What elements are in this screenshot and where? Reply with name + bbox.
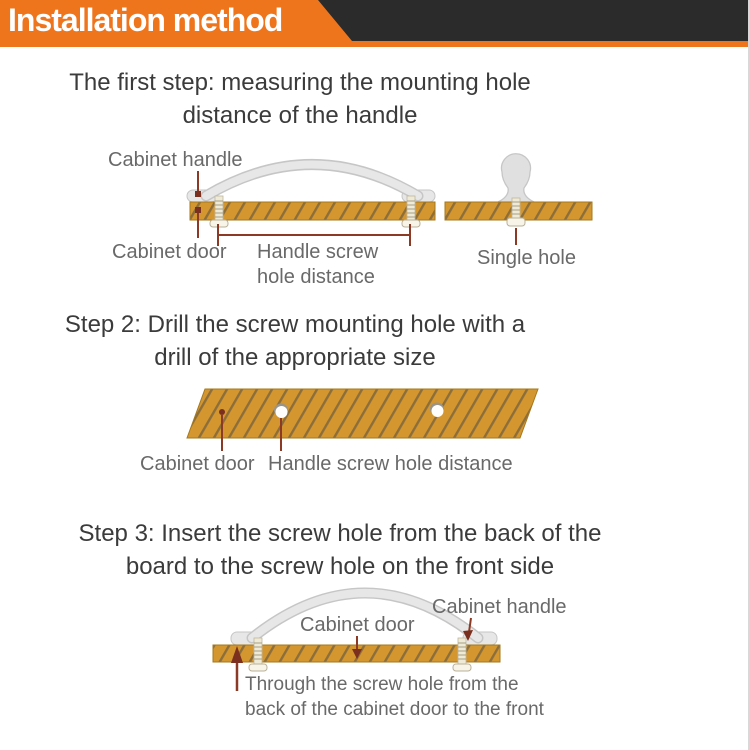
step3-label-through-line2: back of the cabinet door to the front xyxy=(245,699,544,720)
step1-pointer-cabinet-handle xyxy=(195,171,201,197)
step3-label-through-line1: Through the screw hole from the xyxy=(245,674,519,695)
single-hole-knob-icon xyxy=(498,154,534,202)
step1-heading-line2: distance of the handle xyxy=(182,102,418,129)
step3-heading-line1: Step 3: Insert the screw hole from the back of the xyxy=(78,520,602,547)
step2-heading-line2: drill of the appropriate size xyxy=(154,344,436,371)
step2-label-cabinet-door: Cabinet door xyxy=(140,453,255,475)
step2-heading-line1: Step 2: Drill the screw mounting hole with a xyxy=(64,311,526,338)
step2-label-screw-distance: Handle screw hole distance xyxy=(268,453,513,475)
step1-cabinet-door-board xyxy=(190,202,435,220)
step1-label-cabinet-handle: Cabinet handle xyxy=(108,149,243,171)
single-hole-label: Single hole xyxy=(477,247,576,269)
step3-heading xyxy=(20,517,660,583)
step1-heading xyxy=(0,66,600,132)
step2-heading xyxy=(0,308,590,374)
step3-label-cabinet-handle: Cabinet handle xyxy=(432,596,567,618)
step1-label-screw-distance-line1: Handle screw xyxy=(257,241,379,263)
step3-heading-line2: board to the screw hole on the front side xyxy=(125,553,555,580)
step1-label-cabinet-door: Cabinet door xyxy=(112,241,227,263)
step1-pointer-cabinet-door xyxy=(195,207,201,238)
step1-label-screw-distance-line2: hole distance xyxy=(257,266,375,288)
page-title: Installation method xyxy=(8,2,283,38)
step2-drilled-board xyxy=(187,389,538,438)
step1-heading-line1: The first step: measuring the mounting hole xyxy=(69,69,531,96)
step3-label-cabinet-door: Cabinet door xyxy=(300,614,415,636)
